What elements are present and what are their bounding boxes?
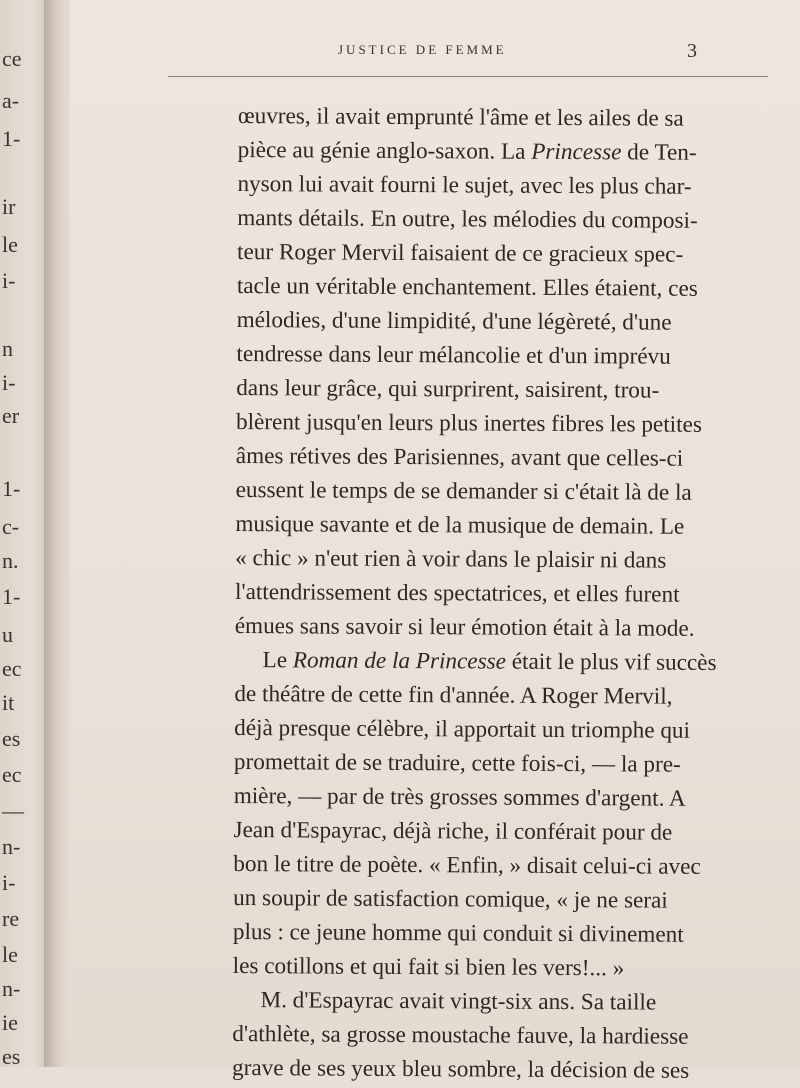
italic-title: Roman de la Princesse: [292, 647, 507, 675]
text-line: [236, 371, 776, 408]
text-run: bon le titre de poète. « Enfin, » disait celui-ci avec: [233, 850, 701, 880]
text-line: [234, 643, 774, 680]
text-line: [233, 847, 773, 884]
previous-page-fragment: ir: [2, 194, 16, 219]
italic-title: Princesse: [531, 138, 622, 166]
text-run: était le plus vif succès: [505, 648, 717, 676]
text-run: M. d'Espayrac avait vingt-six ans. Sa taille: [260, 987, 657, 1016]
previous-page-fragment: —: [2, 798, 24, 823]
text-line: [233, 881, 773, 918]
previous-page-fragment: es: [2, 726, 21, 751]
previous-page-fragment: ec: [2, 762, 22, 787]
text-line: [233, 915, 773, 952]
text-line: [237, 201, 777, 238]
text-run: teur Roger Mervil faisaient de ce gracieux spec-: [236, 238, 684, 268]
text-run: âmes rétives des Parisiennes, avant que celles-ci: [235, 442, 684, 472]
text-line: [232, 983, 772, 1020]
previous-page-fragment: ec: [2, 656, 22, 681]
text-line: [238, 133, 778, 170]
text-run: dans leur grâce, qui surprirent, saisirent, trou-: [236, 374, 660, 404]
text-line: [235, 541, 775, 578]
header-rule: [168, 76, 768, 77]
previous-page-fragment: u: [2, 622, 13, 647]
text-line: [236, 405, 776, 442]
previous-page-fragment: i-: [2, 870, 16, 895]
text-run: nyson lui avait fourni le sujet, avec les plus char-: [237, 170, 692, 200]
text-run: Le: [262, 647, 293, 674]
text-line: [236, 337, 776, 374]
text-line: [237, 167, 777, 204]
running-head: JUSTICE DE FEMME: [338, 42, 507, 57]
book-page: [70, 0, 800, 1084]
text-line: [235, 575, 775, 612]
text-line: [236, 439, 776, 476]
text-run: pièce au génie anglo-saxon. La: [237, 136, 532, 165]
previous-page-fragment: n-: [2, 976, 21, 1001]
text-run: Jean d'Espayrac, déjà riche, il conférait pour de: [233, 816, 673, 846]
text-run: « chic » n'eut rien à voir dans le plaisir ni dans: [235, 544, 667, 574]
text-run: l'attendrissement des spectatrices, et elles furent: [234, 578, 680, 608]
page-number: 3: [687, 40, 697, 62]
text-line: [234, 745, 774, 782]
text-run: déjà presque célèbre, il apportait un triomphe qui: [234, 714, 691, 744]
text-run: un soupir de satisfaction comique, « je ne serai: [233, 884, 668, 914]
previous-page-fragment: 1-: [2, 584, 21, 609]
text-run: promettait de se traduire, cette fois-ci, — la pre-: [233, 748, 681, 778]
previous-page-fragment: i-: [2, 268, 16, 293]
text-run: mière, — par de très grosses sommes d'argent. A: [233, 782, 686, 812]
previous-page-fragment: ce: [2, 46, 22, 71]
previous-page-fragment: le: [2, 942, 18, 967]
text-line: [237, 235, 777, 272]
previous-page-fragment: n-: [2, 834, 21, 859]
text-line: [233, 949, 773, 986]
text-run: mants détails. En outre, les mélodies du composi-: [237, 204, 698, 234]
previous-page-fragment: ie: [2, 1010, 18, 1035]
previous-page-fragment: n: [2, 336, 13, 361]
text-run: tacle un véritable enchantement. Elles étaient, ces: [236, 272, 698, 302]
text-line: [237, 303, 777, 340]
text-run: de théâtre de cette fin d'année. A Roger Mervil,: [234, 680, 673, 710]
text-run: émues sans savoir si leur émotion était à la mode.: [234, 612, 695, 642]
text-line: [233, 813, 773, 850]
text-run: musique savante et de la musique de demain. Le: [235, 510, 685, 540]
previous-page-fragment: i-: [2, 370, 16, 395]
text-run: mélodies, d'une limpidité, d'une légèreté, d'une: [236, 306, 672, 336]
text-run: tendresse dans leur mélancolie et d'un imprévu: [236, 340, 671, 370]
text-line: [235, 507, 775, 544]
text-run: plus : ce jeune homme qui conduit si divinement: [232, 918, 684, 948]
text-run: eussent le temps de se demander si c'était là de la: [235, 476, 692, 506]
text-line: [232, 1051, 772, 1088]
text-run: les cotillons et qui fait si bien les vers!... »: [232, 952, 625, 982]
text-run: de Ten-: [621, 139, 697, 166]
text-line: [236, 473, 776, 510]
previous-page-fragment: le: [2, 232, 18, 257]
text-run: œuvres, il avait emprunté l'âme et les ailes de sa: [237, 102, 684, 132]
previous-page-fragment: 1-: [2, 126, 21, 151]
previous-page-fragment: es: [2, 1044, 21, 1069]
previous-page-fragment: it: [2, 690, 15, 715]
text-line: [237, 269, 777, 306]
previous-page-fragment: a-: [2, 88, 20, 113]
previous-page-edge: [0, 0, 48, 1067]
previous-page-fragment: n.: [2, 548, 19, 573]
previous-page-fragment: c-: [2, 514, 20, 539]
text-line: [234, 677, 774, 714]
text-line: [232, 1017, 772, 1054]
body-text: [232, 99, 778, 1088]
previous-page-fragment: re: [2, 906, 20, 931]
text-line: [238, 99, 778, 136]
text-run: d'athlète, sa grosse moustache fauve, la hardiesse: [232, 1020, 689, 1050]
text-run: grave de ses yeux bleu sombre, la décision de ses: [232, 1054, 690, 1084]
previous-page-fragment: er: [2, 403, 20, 428]
text-line: [235, 609, 775, 646]
text-line: [234, 711, 774, 748]
previous-page-fragment: 1-: [2, 476, 21, 501]
text-line: [234, 779, 774, 816]
text-run: blèrent jusqu'en leurs plus inertes fibres les petites: [235, 408, 702, 438]
